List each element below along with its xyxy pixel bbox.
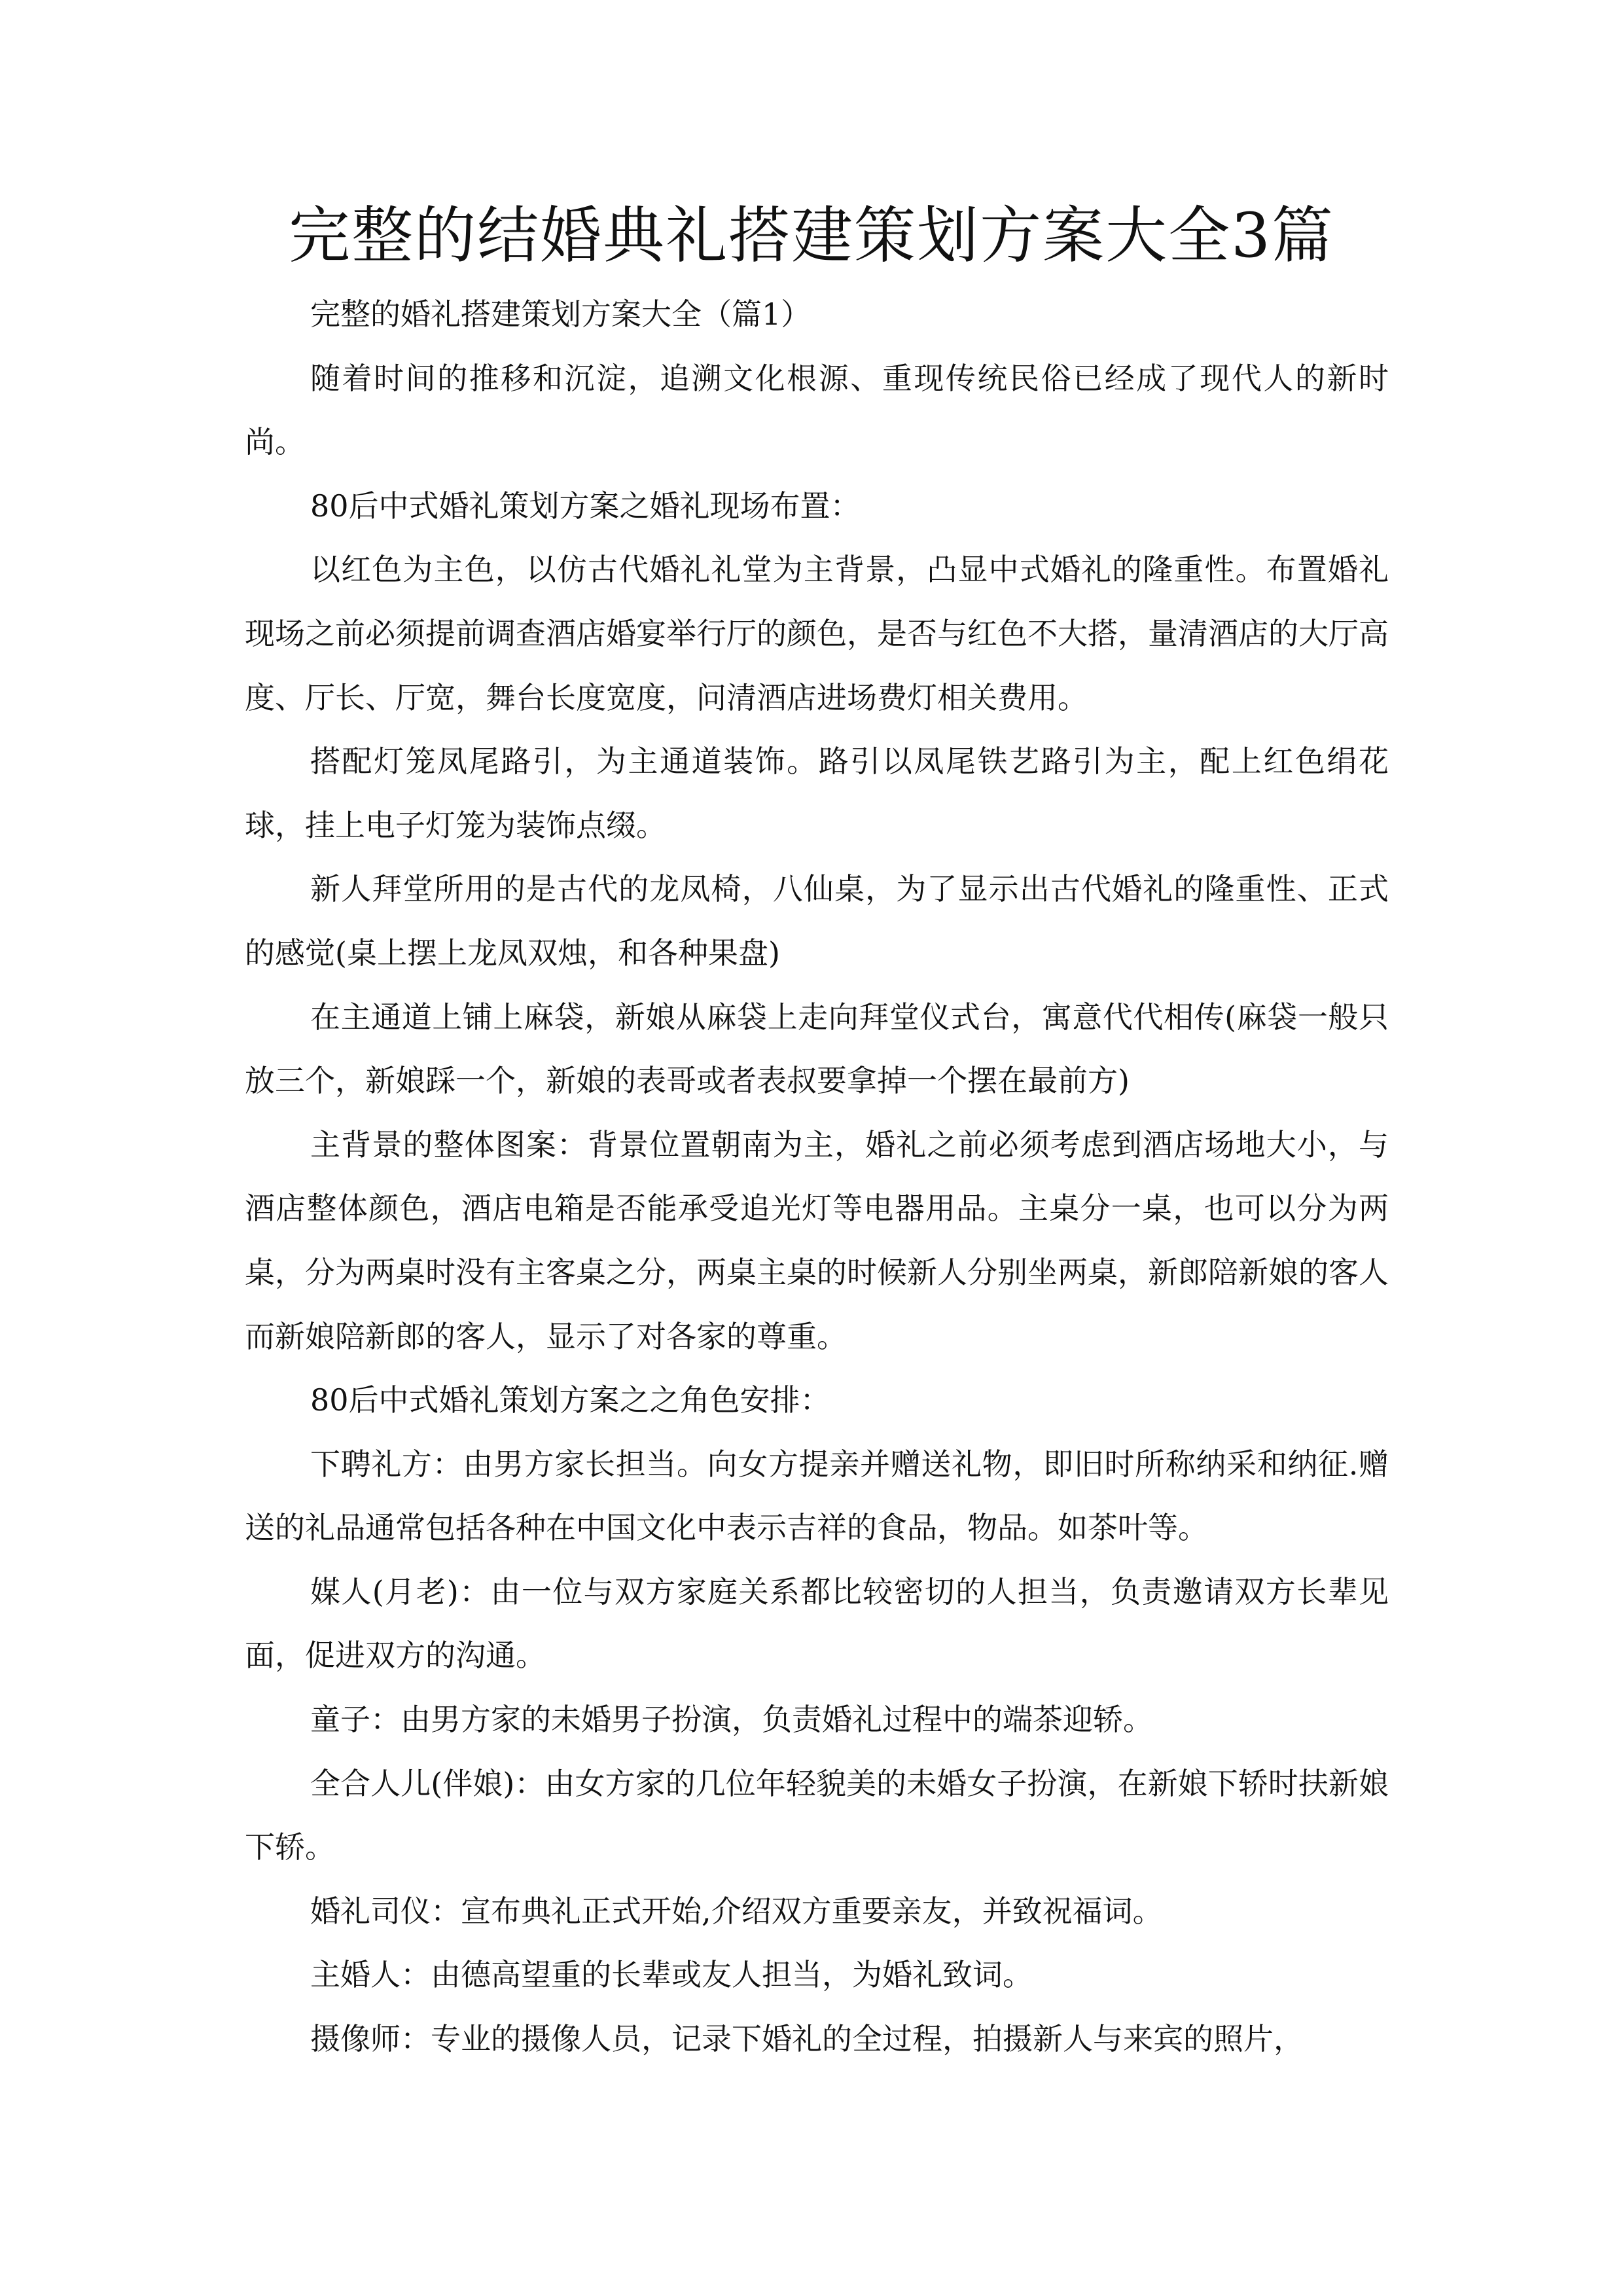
paragraph: 随着时间的推移和沉淀，追溯文化根源、重现传统民俗已经成了现代人的新时尚。 [245,360,1389,460]
paragraph: 摄像师：专业的摄像人员，记录下婚礼的全过程，拍摄新人与来宾的照片， [310,2021,1304,2057]
document-body [245,283,1389,2072]
paragraph: 主婚人：由德高望重的长辈或友人担当，为婚礼致词。 [310,1957,1033,1993]
section-heading: 完整的婚礼搭建策划方案大全（篇1） [310,296,812,332]
subheading: 80后中式婚礼策划方案之之角色安排： [310,1382,830,1418]
paragraph: 以红色为主色，以仿古代婚礼礼堂为主背景，凸显中式婚礼的隆重性。布置婚礼现场之前必须提前调查酒店婚宴举行厅的颜色，是否与红色不大搭，量清酒店的大厅高度、厅长、厅宽，舞台长度宽度，问清酒店进场费灯相关费用。 [245,552,1389,715]
paragraph: 婚礼司仪：宣布典礼正式开始,介绍双方重要亲友，并致祝福词。 [310,1893,1163,1929]
paragraph: 童子：由男方家的未婚男子扮演，负责婚礼过程中的端茶迎轿。 [310,1702,1153,1738]
paragraph: 主背景的整体图案：背景位置朝南为主，婚礼之前必须考虑到酒店场地大小，与酒店整体颜色，酒店电箱是否能承受追光灯等电器用品。主桌分一桌，也可以分为两桌，分为两桌时没有主客桌之分，两桌主桌的时候新人分别坐两桌，新郎陪新娘的客人而新娘陪新郎的客人，显示了对各家的尊重。 [245,1126,1389,1354]
document-title: 完整的结婚典礼搭建策划方案大全3篇 [289,200,1334,272]
paragraph: 在主通道上铺上麻袋，新娘从麻袋上走向拜堂仪式台，寓意代代相传(麻袋一般只放三个，新娘踩一个，新娘的表哥或者表叔要拿掉一个摆在最前方) [245,999,1389,1099]
paragraph: 媒人(月老)：由一位与双方家庭关系都比较密切的人担当，负责邀请双方长辈见面，促进双方的沟通。 [245,1573,1389,1674]
paragraph: 下聘礼方：由男方家长担当。向女方提亲并赠送礼物，即旧时所称纳采和纳征.赠送的礼品通常包括各种在中国文化中表示吉祥的食品，物品。如茶叶等。 [245,1446,1389,1546]
paragraph: 搭配灯笼凤尾路引，为主通道装饰。路引以凤尾铁艺路引为主，配上红色绢花球，挂上电子灯笼为装饰点缀。 [245,744,1389,843]
subheading: 80后中式婚礼策划方案之婚礼现场布置： [310,488,861,524]
paragraph: 新人拜堂所用的是古代的龙凤椅，八仙桌，为了显示出古代婚礼的隆重性、正式的感觉(桌上摆上龙凤双烛，和各种果盘) [245,871,1389,971]
paragraph: 全合人儿(伴娘)：由女方家的几位年轻貌美的未婚女子扮演，在新娘下轿时扶新娘下轿。 [245,1765,1389,1865]
